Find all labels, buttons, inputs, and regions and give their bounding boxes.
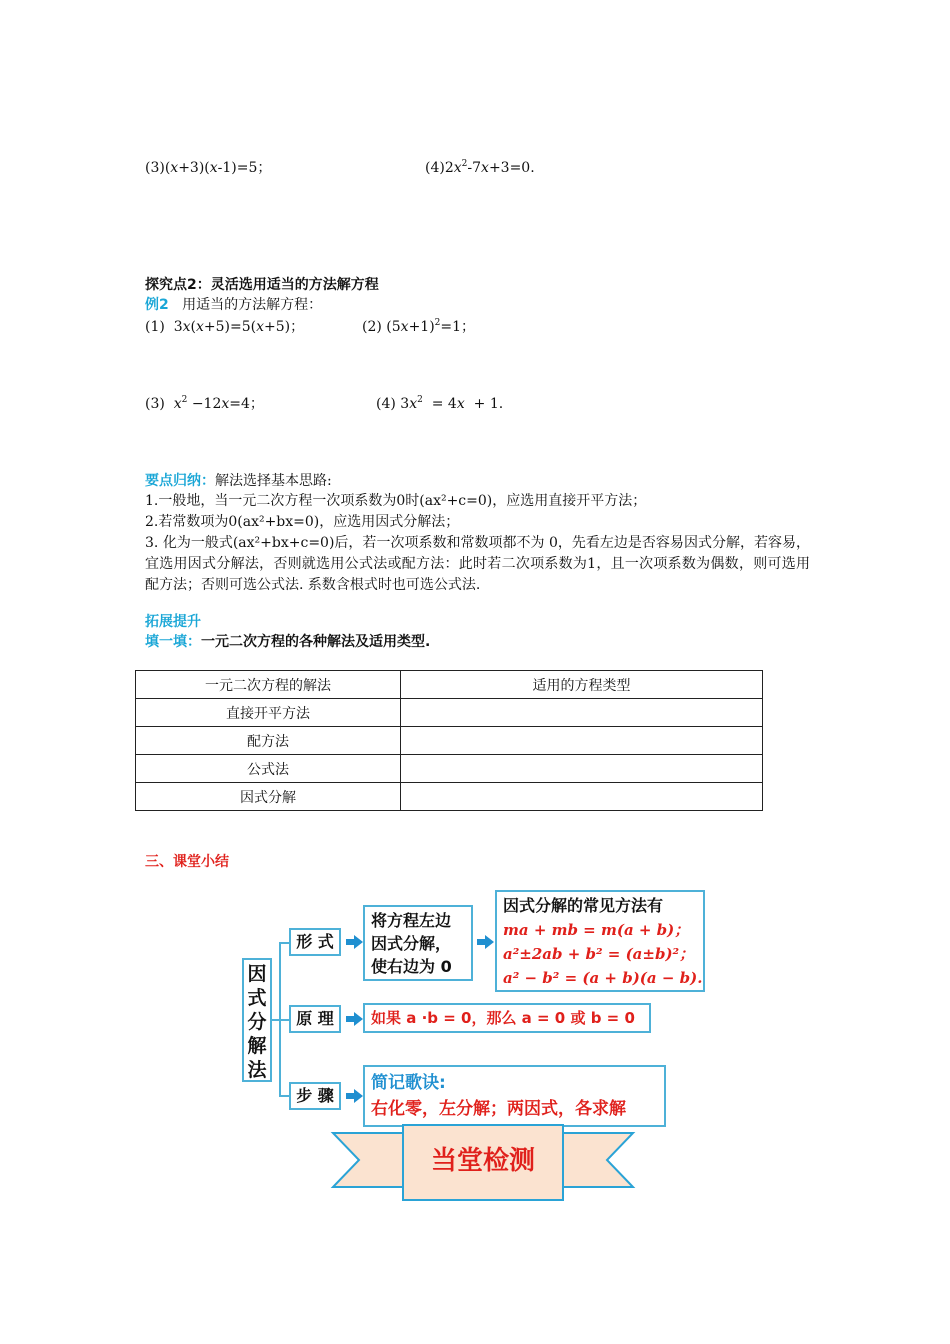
fill-label: 填一填：	[145, 634, 201, 650]
table-row	[136, 699, 763, 727]
banner-label: 当堂检测	[430, 1146, 535, 1176]
method-formula: a²±2ab + b² = (a±b)²；	[503, 945, 695, 963]
arrow-right-icon	[354, 1089, 363, 1103]
summary-p3: 3. 化为一般式(ax²+bx+c=0)后，若一次项系数和常数项都不为 0，先看左边是否容易因式分解，若容易，宜选用因式分解法，否则就选用公式法或配方法：此时若二次项系数为1，且一次项系数为偶数，则可选用配方法；否则可选公式法. 系数含根式时也可选公式法.	[145, 535, 810, 593]
fill-text: 一元二次方程的各种解法及适用类型.	[201, 634, 431, 650]
table-header-row	[136, 671, 763, 699]
section-heading: 探究点2：灵活选用适当的方法解方程	[145, 277, 379, 293]
form-desc-line: 因式分解，	[371, 934, 452, 953]
example-eq1: (1) 3x(x+5)=5(x+5)；	[145, 319, 305, 335]
method-formula: a² − b² = (a + b)(a − b).	[503, 969, 703, 987]
branch-steps	[289, 1082, 341, 1110]
equation-4: $(4)2x^2-7x+3=0$.	[425, 159, 535, 176]
table-cell: 因式分解	[136, 783, 401, 811]
table-cell: 公式法	[136, 755, 401, 783]
example-eq3: (3) $x^2 -12x=4$；	[145, 395, 264, 412]
table-cell[interactable]	[401, 699, 763, 727]
principle-desc: 如果 a ·b = 0，那么 a = 0 或 b = 0	[371, 1009, 635, 1027]
branch-form-label: 形 式	[296, 932, 334, 951]
table-cell: 直接开平方法	[136, 699, 401, 727]
summary-intro: 解法选择基本思路:	[215, 473, 332, 489]
fill-line	[145, 632, 430, 652]
root-box	[242, 958, 272, 1082]
ribbon-left-tail	[333, 1133, 403, 1187]
factorization-diagram	[235, 885, 715, 1195]
table-row	[136, 727, 763, 755]
methods-table	[135, 670, 763, 811]
steps-desc: 右化零，左分解；两因式，各求解	[371, 1099, 626, 1119]
bracket-bottom	[279, 1095, 289, 1097]
form-desc-line: 使右边为 0	[371, 957, 452, 976]
example-eq4: (4) $3x^2 = 4x + 1$.	[376, 395, 504, 412]
branch-form	[289, 928, 341, 956]
branch-principle-label: 原 理	[296, 1009, 334, 1028]
table-header-cell: 一元二次方程的解法	[136, 671, 401, 699]
table-row	[136, 783, 763, 811]
example-text: 用适当的方法解方程：	[182, 297, 323, 313]
methods-box	[495, 890, 705, 992]
summary-p2: 2.若常数项为0(ax²+bx=0)，应选用因式分解法；	[145, 514, 460, 530]
class-summary-title: 三、课堂小结	[145, 854, 229, 870]
steps-title: 简记歌诀:	[371, 1073, 446, 1093]
branch-principle	[289, 1005, 341, 1033]
equation-3: (3)(x+3)(x-1)=5；	[145, 160, 272, 176]
ribbon-right-tail	[563, 1133, 633, 1187]
summary-p1: 1.一般地，当一元二次方程一次项系数为0时(ax²+c=0)，应选用直接开平方法；	[145, 493, 647, 509]
extension-title: 拓展提升	[145, 614, 201, 630]
summary-label: 要点归纳：	[145, 473, 215, 489]
form-desc-line: 将方程左边	[371, 911, 452, 930]
example-line	[145, 295, 322, 315]
table-cell: 配方法	[136, 727, 401, 755]
summary-intro-line	[145, 471, 332, 491]
table-cell[interactable]	[401, 783, 763, 811]
example-label: 例2	[145, 297, 169, 313]
principle-box	[363, 1003, 651, 1033]
method-formula: ma + mb = m(a + b)；	[503, 921, 690, 939]
table-cell[interactable]	[401, 727, 763, 755]
table-row	[136, 755, 763, 783]
root-label: 因式分解法	[247, 963, 267, 1081]
arrow-right-icon	[485, 935, 494, 949]
arrow-right-icon	[354, 935, 363, 949]
methods-title: 因式分解的常见方法有	[503, 896, 664, 915]
example-eq2: (2) $(5x+1)^2=1$；	[362, 318, 476, 335]
arrow-right-icon	[354, 1012, 363, 1026]
bracket-top	[279, 942, 289, 944]
bracket-mid	[279, 1019, 289, 1021]
form-desc-box	[363, 905, 473, 981]
steps-box	[363, 1065, 666, 1127]
branch-steps-label: 步 骤	[296, 1086, 334, 1105]
table-cell[interactable]	[401, 755, 763, 783]
table-header-cell: 适用的方程类型	[401, 671, 763, 699]
